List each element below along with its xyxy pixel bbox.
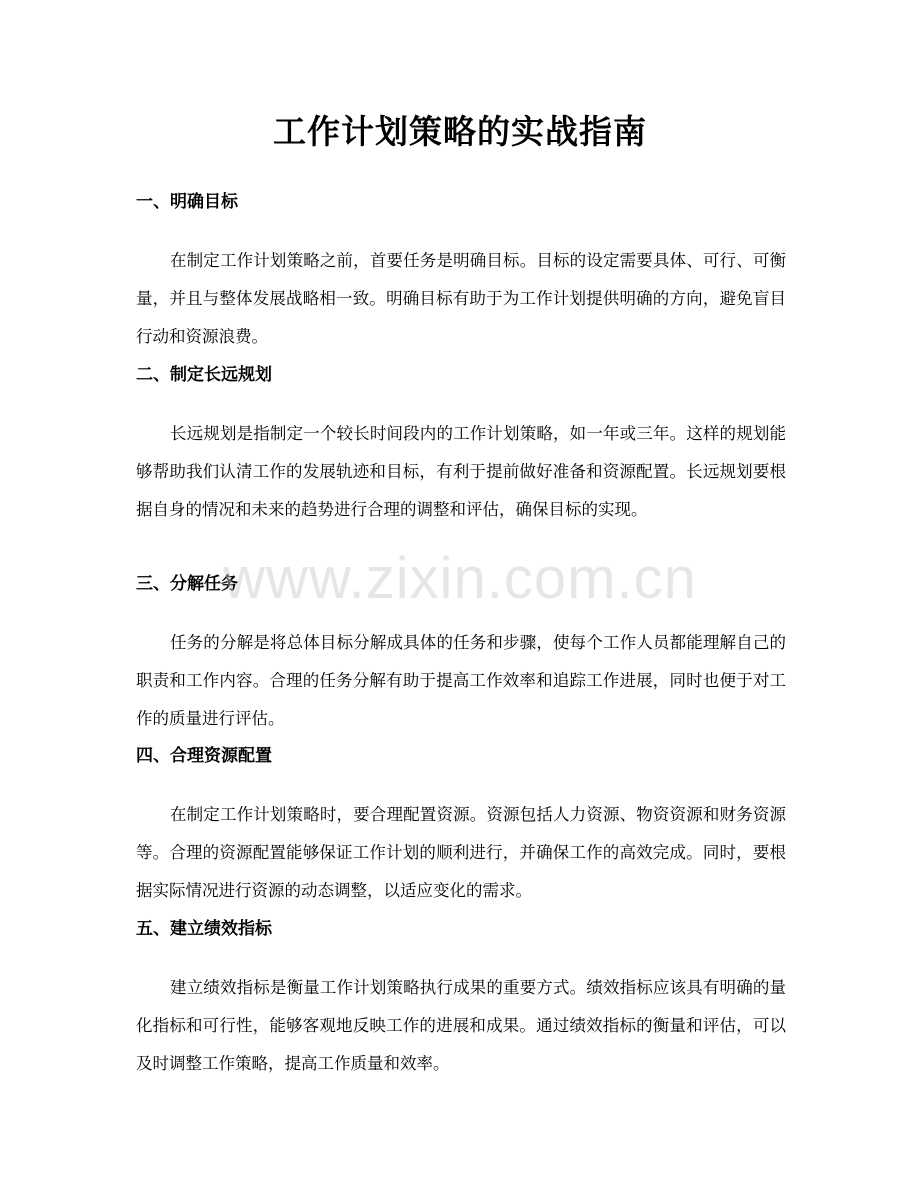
section-heading: 五、建立绩效指标 [136, 919, 272, 939]
section-1 [136, 190, 786, 356]
section-heading: 一、明确目标 [136, 192, 238, 212]
section-paragraph: 建立绩效指标是衡量工作计划策略执行成果的重要方式。绩效指标应该具有明确的量化指标和可行性，能够客观地反映工作的进展和成果。通过绩效指标的衡量和评估，可以及时调整工作策略，提高工作质量和效率。 [136, 978, 786, 1073]
section-paragraph: 在制定工作计划策略时，要合理配置资源。资源包括人力资源、物资资源和财务资源等。合理的资源配置能够保证工作计划的顺利进行，并确保工作的高效完成。同时，要根据实际情况进行资源的动态调整，以适应变化的需求。 [136, 805, 786, 900]
section-paragraph: 在制定工作计划策略之前，首要任务是明确目标。目标的设定需要具体、可行、可衡量，并且与整体发展战略相一致。明确目标有助于为工作计划提供明确的方向，避免盲目行动和资源浪费。 [136, 251, 786, 346]
section-heading: 三、分解任务 [136, 574, 238, 594]
section-5 [136, 917, 786, 1083]
section-4 [136, 744, 786, 910]
watermark: www.zixin.com.cn [223, 546, 697, 611]
section-paragraph: 任务的分解是将总体目标分解成具体的任务和步骤，使每个工作人员都能理解自己的职责和工作内容。合理的任务分解有助于提高工作效率和追踪工作进展，同时也便于对工作的质量进行评估。 [136, 633, 786, 728]
section-2 [136, 363, 786, 529]
section-paragraph: 长远规划是指制定一个较长时间段内的工作计划策略，如一年或三年。这样的规划能够帮助我们认清工作的发展轨迹和目标，有利于提前做好准备和资源配置。长远规划要根据自身的情况和未来的趋势进行合理的调整和评估，确保目标的实现。 [136, 424, 786, 519]
section-3 [136, 572, 786, 738]
section-heading: 二、制定长远规划 [136, 365, 272, 385]
section-heading: 四、合理资源配置 [136, 746, 272, 766]
page-title: 工作计划策略的实战指南 [273, 112, 647, 151]
